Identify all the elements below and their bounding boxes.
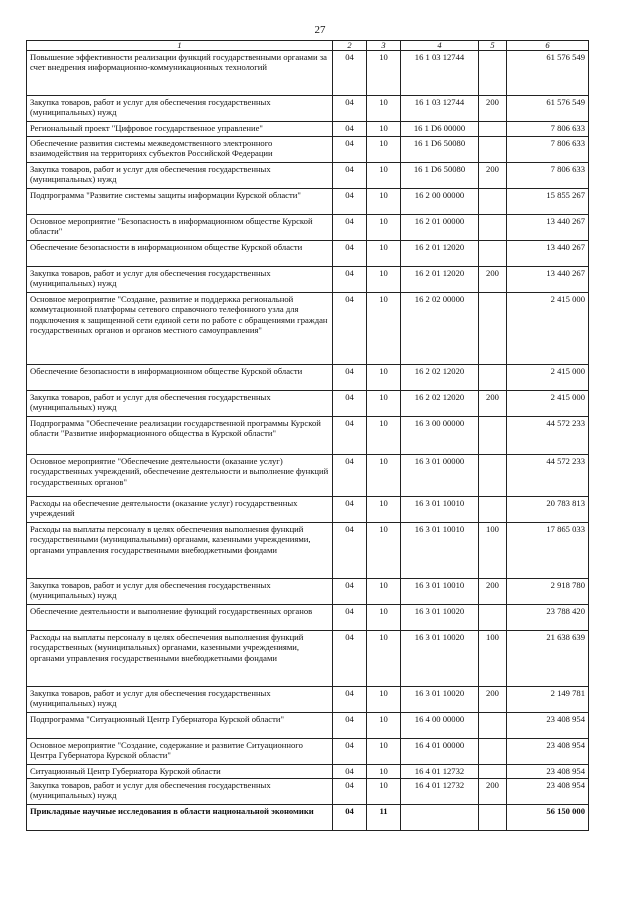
table-row [27,805,589,831]
row-amount: 44 572 233 [507,417,589,455]
row-expense-type [479,417,507,455]
table-header-row [27,41,589,51]
row-section: 04 [333,267,367,293]
table-row [27,523,589,579]
row-target-item: 16 1 D6 00000 [401,122,479,137]
row-subsection: 10 [367,523,401,579]
row-section: 04 [333,365,367,391]
row-expense-type [479,189,507,215]
row-subsection: 10 [367,122,401,137]
column-header-target-item: 4 [401,41,479,51]
row-subsection: 10 [367,605,401,631]
row-subsection: 10 [367,267,401,293]
row-name: Расходы на выплаты персоналу в целях обеспечения выполнения функций государственных (муниципальных) органами, казенными учреждениями, органами управления государственными внебюджетными фондами [27,631,333,687]
row-name: Основное мероприятие "Создание, развитие и поддержка региональной коммутационной платформы сетевого справочного телефонного узла для подключения к защищенной сети единой сети по работе с обращениями граждан государственных органов и органов местного самоуправления" [27,293,333,365]
table-row [27,739,589,765]
row-subsection: 10 [367,293,401,365]
row-name: Закупка товаров, работ и услуг для обеспечения государственных (муниципальных) нужд [27,96,333,122]
row-amount: 7 806 633 [507,122,589,137]
row-name: Основное мероприятие "Безопасность в информационном обществе Курской области" [27,215,333,241]
row-name: Подпрограмма "Ситуационный Центр Губернатора Курской области" [27,713,333,739]
row-name: Закупка товаров, работ и услуг для обеспечения государственных (муниципальных) нужд [27,163,333,189]
row-target-item: 16 3 01 10020 [401,687,479,713]
row-target-item: 16 2 02 12020 [401,391,479,417]
row-target-item [401,805,479,831]
row-expense-type [479,215,507,241]
row-section: 04 [333,455,367,497]
row-section: 04 [333,51,367,96]
row-subsection: 10 [367,765,401,779]
table-row [27,765,589,779]
row-name: Основное мероприятие "Обеспечение деятельности (оказание услуг) государственных учреждений, обеспечение деятельности и выполнение функций государственных органов" [27,455,333,497]
row-name: Подпрограмма "Развитие системы защиты информации Курской области" [27,189,333,215]
table-row [27,455,589,497]
row-section: 04 [333,579,367,605]
row-section: 04 [333,391,367,417]
row-subsection: 11 [367,805,401,831]
row-section: 04 [333,189,367,215]
row-section: 04 [333,293,367,365]
row-expense-type: 200 [479,687,507,713]
row-section: 04 [333,215,367,241]
row-expense-type [479,51,507,96]
table-row [27,96,589,122]
row-target-item: 16 2 00 00000 [401,189,479,215]
row-amount: 23 788 420 [507,605,589,631]
row-expense-type [479,137,507,163]
row-section: 04 [333,739,367,765]
row-name: Расходы на выплаты персоналу в целях обеспечения выполнения функций государственными (муниципальными) органами, казенными учреждениями, органами управления государственными внебюджетными фондами [27,523,333,579]
row-expense-type [479,739,507,765]
row-target-item: 16 1 03 12744 [401,96,479,122]
row-section: 04 [333,779,367,805]
column-header-subsection: 3 [367,41,401,51]
row-expense-type [479,497,507,523]
row-subsection: 10 [367,497,401,523]
row-amount: 15 855 267 [507,189,589,215]
row-expense-type: 100 [479,631,507,687]
row-expense-type [479,605,507,631]
row-subsection: 10 [367,51,401,96]
table-row [27,605,589,631]
row-amount: 7 806 633 [507,163,589,189]
row-expense-type: 200 [479,391,507,417]
row-name: Подпрограмма "Обеспечение реализации государственной программы Курской области "Развитие информационного общества в Курской области" [27,417,333,455]
row-target-item: 16 3 01 10010 [401,579,479,605]
row-amount: 2 149 781 [507,687,589,713]
row-subsection: 10 [367,739,401,765]
row-expense-type: 200 [479,267,507,293]
row-section: 04 [333,687,367,713]
row-target-item: 16 3 01 10010 [401,497,479,523]
row-amount: 61 576 549 [507,51,589,96]
row-amount: 23 408 954 [507,779,589,805]
column-header-expense-type: 5 [479,41,507,51]
row-section: 04 [333,497,367,523]
row-expense-type [479,241,507,267]
table-row [27,391,589,417]
row-expense-type [479,455,507,497]
table-row [27,579,589,605]
row-target-item: 16 2 02 12020 [401,365,479,391]
row-amount: 2 415 000 [507,293,589,365]
row-name: Закупка товаров, работ и услуг для обеспечения государственных (муниципальных) нужд [27,267,333,293]
row-subsection: 10 [367,417,401,455]
row-amount: 61 576 549 [507,96,589,122]
row-section: 04 [333,122,367,137]
budget-table [26,40,589,831]
row-amount: 23 408 954 [507,713,589,739]
row-name: Прикладные научные исследования в области национальной экономики [27,805,333,831]
row-subsection: 10 [367,455,401,497]
row-target-item: 16 1 D6 50080 [401,137,479,163]
row-name: Закупка товаров, работ и услуг для обеспечения государственных (муниципальных) нужд [27,779,333,805]
row-section: 04 [333,96,367,122]
row-expense-type: 200 [479,779,507,805]
table-row [27,497,589,523]
row-name: Закупка товаров, работ и услуг для обеспечения государственных (муниципальных) нужд [27,687,333,713]
table-row [27,137,589,163]
row-target-item: 16 3 01 00000 [401,455,479,497]
row-amount: 13 440 267 [507,241,589,267]
table-row [27,365,589,391]
table-row [27,241,589,267]
row-target-item: 16 4 01 00000 [401,739,479,765]
row-amount: 56 150 000 [507,805,589,831]
row-name: Закупка товаров, работ и услуг для обеспечения государственных (муниципальных) нужд [27,391,333,417]
row-subsection: 10 [367,137,401,163]
row-target-item: 16 3 01 10020 [401,631,479,687]
table-row [27,713,589,739]
row-subsection: 10 [367,391,401,417]
row-target-item: 16 3 00 00000 [401,417,479,455]
row-name: Обеспечение развития системы межведомственного электронного взаимодействия на территориях субъектов Российской Федерации [27,137,333,163]
row-section: 04 [333,713,367,739]
row-section: 04 [333,805,367,831]
row-expense-type [479,293,507,365]
row-target-item: 16 2 02 00000 [401,293,479,365]
row-section: 04 [333,163,367,189]
row-target-item: 16 3 01 10020 [401,605,479,631]
row-expense-type: 100 [479,523,507,579]
table-row [27,293,589,365]
row-name: Основное мероприятие "Создание, содержание и развитие Ситуационного Центра Губернатора Курской области" [27,739,333,765]
row-section: 04 [333,631,367,687]
row-target-item: 16 3 01 10010 [401,523,479,579]
table-row [27,215,589,241]
row-amount: 23 408 954 [507,765,589,779]
row-name: Расходы на обеспечение деятельности (оказание услуг) государственных учреждений [27,497,333,523]
row-amount: 7 806 633 [507,137,589,163]
row-target-item: 16 2 01 12020 [401,267,479,293]
page-number: 27 [314,24,326,36]
row-target-item: 16 1 D6 50080 [401,163,479,189]
table-row [27,189,589,215]
row-subsection: 10 [367,631,401,687]
row-expense-type [479,765,507,779]
row-subsection: 10 [367,189,401,215]
row-name: Повышение эффективности реализации функций государственными органами за счет внедрения информационно-коммуникационных технологий [27,51,333,96]
row-subsection: 10 [367,241,401,267]
row-amount: 2 918 780 [507,579,589,605]
row-expense-type [479,805,507,831]
row-subsection: 10 [367,163,401,189]
row-expense-type: 200 [479,579,507,605]
row-target-item: 16 2 01 12020 [401,241,479,267]
row-section: 04 [333,523,367,579]
row-expense-type [479,122,507,137]
row-target-item: 16 2 01 00000 [401,215,479,241]
row-amount: 20 783 813 [507,497,589,523]
row-subsection: 10 [367,713,401,739]
row-section: 04 [333,605,367,631]
row-name: Обеспечение деятельности и выполнение функций государственных органов [27,605,333,631]
table-row [27,163,589,189]
row-subsection: 10 [367,687,401,713]
row-section: 04 [333,765,367,779]
row-name: Обеспечение безопасности в информационном обществе Курской области [27,241,333,267]
column-header-name: 1 [27,41,333,51]
row-target-item: 16 4 01 12732 [401,779,479,805]
table-row [27,687,589,713]
table-row [27,779,589,805]
row-amount: 44 572 233 [507,455,589,497]
table-row [27,51,589,96]
row-expense-type: 200 [479,163,507,189]
row-subsection: 10 [367,96,401,122]
row-name: Закупка товаров, работ и услуг для обеспечения государственных (муниципальных) нужд [27,579,333,605]
row-subsection: 10 [367,215,401,241]
row-amount: 23 408 954 [507,739,589,765]
column-header-section: 2 [333,41,367,51]
row-expense-type [479,365,507,391]
row-section: 04 [333,137,367,163]
row-amount: 17 865 033 [507,523,589,579]
row-name: Региональный проект "Цифровое государственное управление" [27,122,333,137]
row-section: 04 [333,241,367,267]
row-amount: 2 415 000 [507,391,589,417]
table-row [27,417,589,455]
row-subsection: 10 [367,365,401,391]
row-name: Обеспечение безопасности в информационном обществе Курской области [27,365,333,391]
column-header-amount: 6 [507,41,589,51]
row-name: Ситуационный Центр Губернатора Курской области [27,765,333,779]
row-target-item: 16 4 01 12732 [401,765,479,779]
row-target-item: 16 1 03 12744 [401,51,479,96]
row-section: 04 [333,417,367,455]
table-row [27,631,589,687]
row-target-item: 16 4 00 00000 [401,713,479,739]
row-subsection: 10 [367,579,401,605]
row-expense-type [479,713,507,739]
row-amount: 13 440 267 [507,267,589,293]
table-row [27,267,589,293]
row-amount: 21 638 639 [507,631,589,687]
row-expense-type: 200 [479,96,507,122]
table-row [27,122,589,137]
row-subsection: 10 [367,779,401,805]
row-amount: 13 440 267 [507,215,589,241]
row-amount: 2 415 000 [507,365,589,391]
